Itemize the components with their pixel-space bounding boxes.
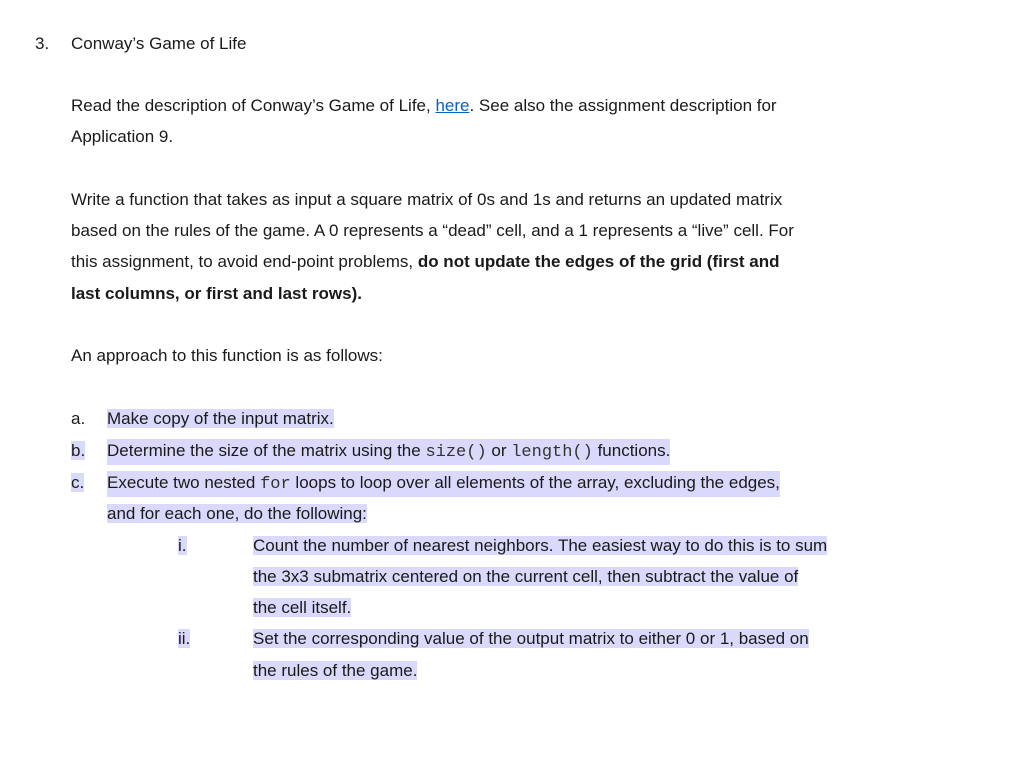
step-ii-line-1 [253,627,809,651]
step-b-post: functions. [592,441,671,460]
step-i-text-2: the 3x3 submatrix centered on the current cell, then subtract the value of [253,567,799,586]
intro-text-cont: . See also the assignment description for [469,96,777,115]
task-line-2: based on the rules of the game. A 0 represents a “dead” cell, and a 1 represents a “live” cell. For [71,221,794,240]
step-i-line-3 [253,596,351,620]
intro-text: Read the description of Conway’s Game of Life, [71,96,436,115]
step-a [107,407,334,431]
step-c [107,471,780,497]
step-b-marker [71,439,85,463]
task-line-3 [71,250,780,274]
code-length: length() [511,443,593,462]
task-line-4 [71,282,362,306]
step-c-line-2 [107,502,367,526]
intro-line-1 [71,94,777,118]
step-b [107,439,670,465]
here-link[interactable]: here [435,96,470,115]
step-c-marker [71,471,84,495]
task-bold: do not update the edges of the grid (first and [417,252,780,271]
step-i-line-2 [253,565,798,589]
step-b-marker-text: b. [71,441,86,460]
step-a-marker: a. [71,409,86,428]
step-b-text: Determine the size of the matrix using the [107,441,426,460]
step-i-text-1: Count the number of nearest neighbors. The easiest way to do this is to sum [253,536,828,555]
step-i-marker [178,534,187,558]
step-i-text-3: the cell itself. [253,598,352,617]
approach-text: An approach to this function is as follows: [71,346,383,365]
intro-line-2: Application 9. [71,127,174,146]
task-bold-cont: last columns, or first and last rows). [71,284,362,303]
step-ii-text-1: Set the corresponding value of the output matrix to either 0 or 1, based on [253,629,809,648]
section-title: Conway’s Game of Life [71,34,247,53]
step-ii-text-2: the rules of the game. [253,661,418,680]
code-size: size() [425,443,487,462]
task-line-1: Write a function that takes as input a square matrix of 0s and 1s and returns an updated matrix [71,190,783,209]
step-ii-line-2 [253,659,417,683]
task-text: this assignment, to avoid end-point problems, [71,252,418,271]
step-i-line-1 [253,534,827,558]
step-b-mid: or [486,441,512,460]
section-number: 3. [35,34,50,53]
step-c-text: Execute two nested [107,473,261,492]
step-ii-marker [178,627,190,651]
step-i-marker-text: i. [178,536,187,555]
step-c-post: loops to loop over all elements of the array, excluding the edges, [290,473,780,492]
step-a-text: Make copy of the input matrix. [107,409,334,428]
code-for: for [260,475,291,494]
step-ii-marker-text: ii. [178,629,191,648]
step-c-line-2-text: and for each one, do the following: [107,504,367,523]
step-c-marker-text: c. [71,473,85,492]
